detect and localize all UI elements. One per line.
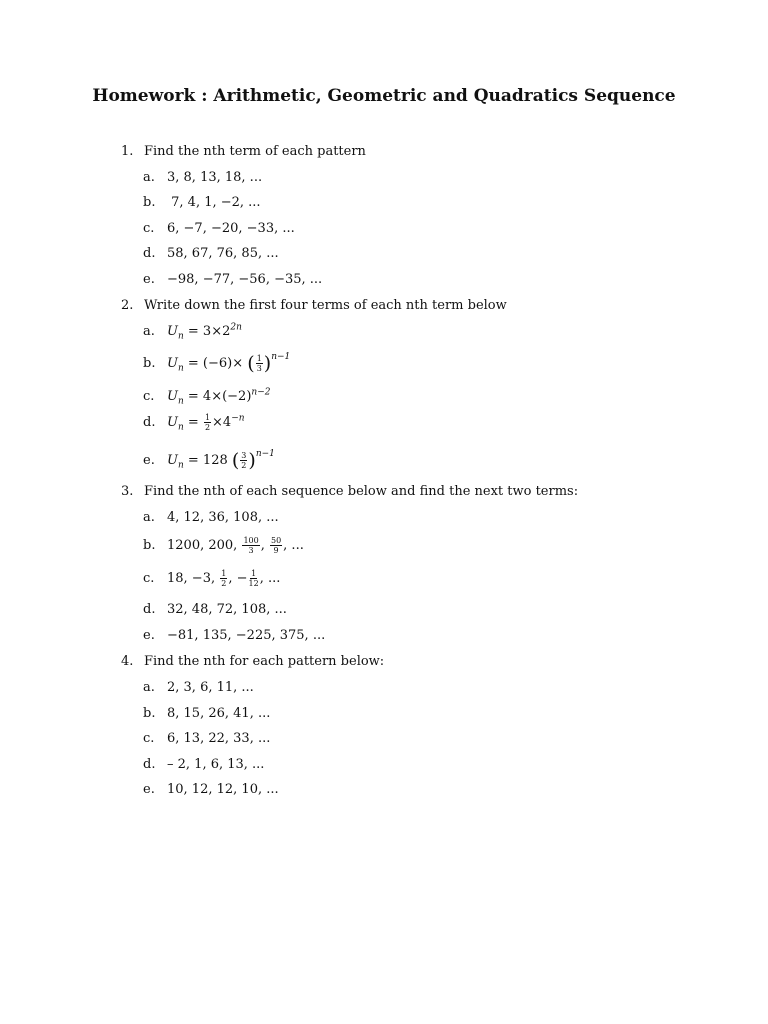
formula: $U_n = (-6)\times$ ( $\frac{1}{3}$ )$^{n-1}$: [167, 351, 291, 374]
item-text: 4, 12, 36, 108, ...: [167, 510, 279, 525]
list-item: [143, 195, 261, 210]
formula: $U_n = 4\times(-2)^{n-2}$: [167, 388, 271, 407]
item-label: d.: [143, 757, 156, 772]
item-text: 32, 48, 72, 108, ...: [167, 602, 287, 617]
item-text: −81, 135, −225, 375, ...: [167, 628, 326, 643]
question-4: [121, 654, 384, 669]
list-item: [143, 449, 275, 471]
item-label: e.: [143, 272, 155, 287]
fraction: $\frac{50}{9}$: [270, 536, 282, 555]
item-text: 6, 13, 22, 33, ...: [167, 731, 271, 746]
item-label: b.: [143, 538, 156, 553]
question-text: Find the nth of each sequence below and find the next two terms:: [144, 484, 579, 499]
item-label: e.: [143, 782, 155, 797]
question-number: 2.: [121, 298, 134, 313]
formula: $U_n = 128$ ( $\frac{3}{2}$ )$^{n-1}$: [167, 448, 275, 471]
item-label: a.: [143, 170, 155, 185]
item-text: 7, 4, 1, −2, ...: [167, 195, 261, 210]
question-number: 4.: [121, 654, 134, 669]
fraction: $\frac{1}{12}$: [248, 569, 259, 588]
list-item: [143, 272, 322, 287]
list-item: [143, 731, 270, 746]
question-text: Find the nth for each pattern below:: [144, 654, 385, 669]
item-text: 3, 8, 13, 18, ...: [167, 170, 263, 185]
list-item: [143, 170, 262, 185]
item-label: d.: [143, 246, 156, 261]
item-text: 2, 3, 6, 11, ...: [167, 680, 254, 695]
item-text: 58, 67, 76, 85, ...: [167, 246, 279, 261]
list-item: [143, 388, 270, 407]
fraction: $\frac{1}{2}$: [221, 569, 227, 588]
item-label: b.: [143, 706, 156, 721]
item-label: e.: [143, 628, 155, 643]
formula: $U_n = 3\times 2^{2n}$: [167, 323, 242, 342]
question-2: [121, 298, 507, 313]
list-item: [143, 757, 264, 772]
fraction: $\frac{100}{3}$: [243, 536, 259, 555]
list-item: [143, 413, 245, 433]
fraction: $\frac{1}{2}$: [204, 413, 211, 432]
list-item: [143, 706, 270, 721]
item-label: a.: [143, 324, 155, 340]
item-label: c.: [143, 571, 155, 586]
list-item: [143, 602, 287, 617]
question-number: 3.: [121, 484, 134, 499]
item-text: −98, −77, −56, −35, ...: [167, 272, 323, 287]
question-number: 1.: [121, 144, 134, 159]
item-label: c.: [143, 221, 155, 236]
formula: 18, −3, $\frac{1}{2}$ , − $\frac{1}{12}$ , ...: [167, 569, 281, 588]
item-label: e.: [143, 452, 155, 468]
page-title: Homework : Arithmetic, Geometric and Quadratics Sequence: [92, 86, 676, 106]
list-item: [143, 510, 279, 525]
item-label: a.: [143, 510, 155, 525]
list-item: [143, 680, 254, 695]
list-item: [143, 569, 280, 588]
list-item: [143, 221, 295, 236]
question-3: [121, 484, 578, 499]
item-text: 8, 15, 26, 41, ...: [167, 706, 271, 721]
list-item: [143, 352, 290, 374]
item-label: c.: [143, 731, 155, 746]
item-label: c.: [143, 389, 155, 405]
item-label: b.: [143, 195, 156, 210]
item-label: d.: [143, 415, 156, 430]
question-text: Write down the first four terms of each nth term below: [144, 298, 507, 313]
item-text: 10, 12, 12, 10, ...: [167, 782, 279, 797]
fraction: $\frac{3}{2}$: [241, 450, 247, 470]
list-item: [143, 323, 242, 342]
question-text: Find the nth term of each pattern: [144, 144, 366, 159]
question-1: [121, 144, 366, 159]
list-item: [143, 536, 304, 555]
list-item: [143, 782, 279, 797]
item-text: 6, −7, −20, −33, ...: [167, 221, 295, 236]
item-label: a.: [143, 680, 155, 695]
formula: $U_n$ = $\frac{1}{2}$ $\times 4^{-n}$: [167, 413, 245, 433]
item-label: d.: [143, 602, 156, 617]
item-label: b.: [143, 355, 156, 371]
list-item: [143, 246, 279, 261]
formula: 1200, 200, $\frac{100}{3}$ , $\frac{50}{9}$ , ...: [167, 536, 304, 555]
item-text: – 2, 1, 6, 13, ...: [167, 757, 265, 772]
list-item: [143, 628, 325, 643]
fraction: $\frac{1}{3}$: [256, 353, 262, 373]
